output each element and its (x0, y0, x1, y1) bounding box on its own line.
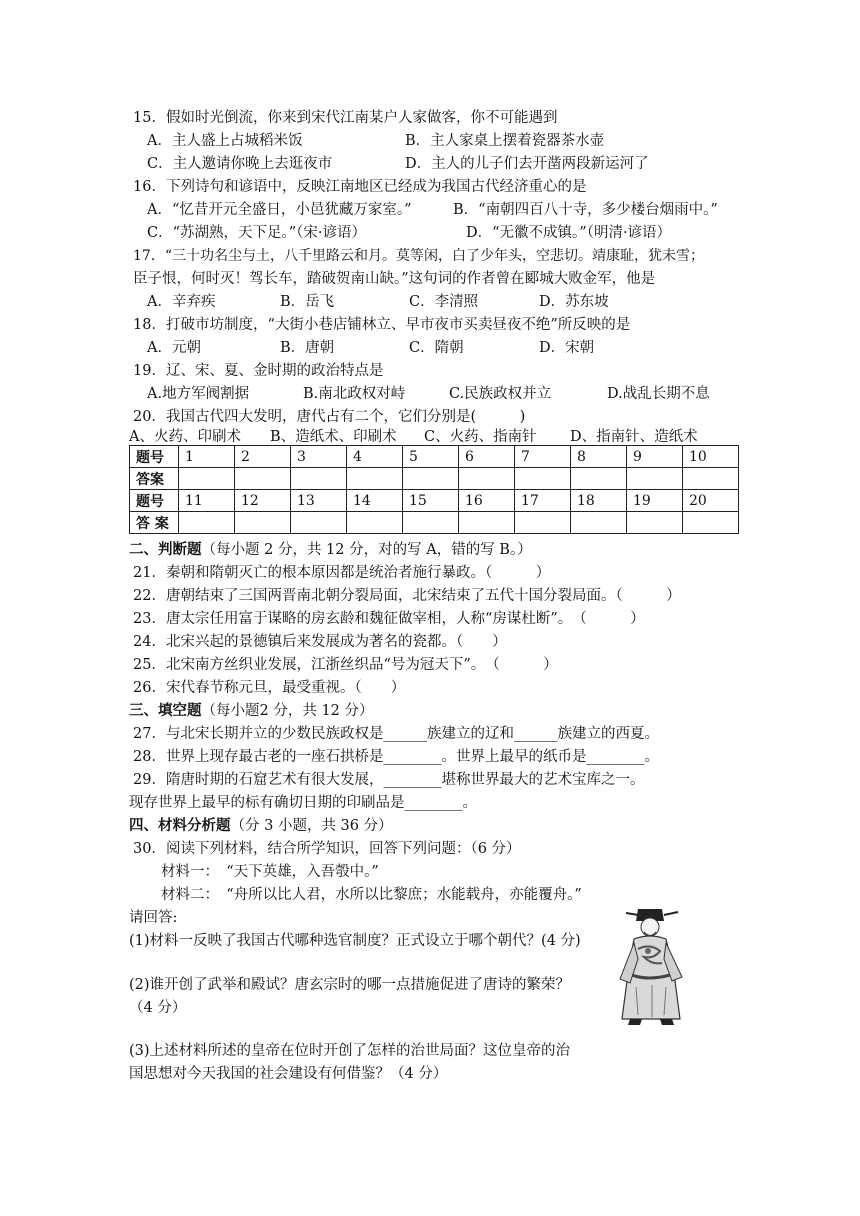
answer-table-cell[interactable] (683, 512, 739, 534)
section-2-note: （每小题 2 分，共 12 分，对的写 A，错的写 B。） (201, 542, 532, 558)
answer-table-cell: 1 (179, 446, 235, 468)
q18-option-b: B．唐朝 (280, 340, 335, 356)
q18-option-d: D．宋朝 (539, 340, 595, 356)
answer-table-cell[interactable] (515, 468, 571, 490)
answer-table-row (130, 468, 739, 490)
answer-table-cell: 9 (627, 446, 683, 468)
section-4-note: （分 3 小题，共 36 分） (230, 818, 393, 834)
answer-table-cell[interactable] (627, 468, 683, 490)
question-20: 20．我国古代四大发明，唐代占有二个，它们分别是( ) (133, 409, 526, 425)
answer-table-cell[interactable] (179, 512, 235, 534)
section-3-note: （每小题2 分，共 12 分） (201, 703, 374, 719)
answer-table-cell[interactable] (459, 468, 515, 490)
answer-table-cell[interactable] (235, 468, 291, 490)
answer-table-cell[interactable] (571, 468, 627, 490)
answer-table-cell: 20 (683, 490, 739, 512)
answer-table-cell: 14 (347, 490, 403, 512)
answer-table-row-header: 答案 (130, 468, 179, 490)
answer-table-cell: 17 (515, 490, 571, 512)
question-19: 19．辽、宋、夏、金时期的政治特点是 (133, 363, 384, 379)
answer-table-row-header: 题号 (130, 446, 179, 468)
q16-option-d: D．“无徽不成镇。”（明清·谚语） (466, 225, 672, 241)
question-25: 25．北宋南方丝织业发展，江浙丝织品“号为冠天下”。 （ ） (133, 657, 558, 673)
answer-table-cell: 12 (235, 490, 291, 512)
question-29: 29．隋唐时期的石窟艺术有很大发展，________堪称世界最大的艺术宝库之一。 (133, 772, 645, 788)
question-22: 22．唐朝结束了三国两晋南北朝分裂局面，北宋结束了五代十国分裂局面。（ ） (133, 588, 681, 604)
answer-table-cell: 13 (291, 490, 347, 512)
answer-table-cell: 19 (627, 490, 683, 512)
answer-table-cell[interactable] (347, 512, 403, 534)
question-24: 24．北宋兴起的景德镇后来发展成为著名的瓷都。（ ） (133, 634, 507, 650)
answer-table-cell[interactable] (179, 468, 235, 490)
answer-table-cell: 4 (347, 446, 403, 468)
question-30: 30．阅读下列材料，结合所学知识，回答下列问题：（6 分） (133, 841, 521, 857)
material-1: 材料一： “天下英雄，入吾彀中。” (161, 864, 379, 880)
section-2-title: 二、判断题 (129, 541, 202, 558)
answer-table-cell: 5 (403, 446, 459, 468)
answer-table-cell[interactable] (291, 512, 347, 534)
q15-option-b: B．主人家桌上摆着瓷器茶水壶 (405, 133, 605, 149)
q16-option-c: C．“苏湖熟，天下足。”（宋·谚语） (147, 225, 367, 241)
question-27: 27．与北宋长期并立的少数民族政权是______族建立的辽和______族建立的西夏。 (133, 726, 659, 742)
q17-option-b: B．岳飞 (280, 294, 335, 310)
answer-table-cell[interactable] (515, 512, 571, 534)
q18-option-c: C．隋朝 (409, 340, 464, 356)
answer-table-cell: 10 (683, 446, 739, 468)
q15-option-a: A．主人盛上占城稻米饭 (147, 133, 303, 149)
answer-table-cell[interactable] (627, 512, 683, 534)
q20-option-d: D、指南针、造纸术 (570, 429, 698, 445)
answer-table (129, 445, 739, 534)
sub-question-3-line2: 国思想对今天我国的社会建设有何借鉴？（4 分） (129, 1066, 448, 1082)
answer-table-cell: 8 (571, 446, 627, 468)
sub-question-2-line1: (2)谁开创了武举和殿试？唐玄宗时的哪一点措施促进了唐诗的繁荣？ (129, 977, 571, 993)
q17-option-a: A．辛弃疾 (147, 294, 216, 310)
answer-table-row (130, 512, 739, 534)
section-4-heading (129, 816, 393, 836)
q15-option-d: D．主人的儿子们去开凿两段新运河了 (405, 156, 649, 172)
sub-question-1: (1)材料一反映了我国古代哪种选官制度？正式设立于哪个朝代？(4 分) (129, 933, 581, 949)
question-28: 28．世界上现存最古老的一座石拱桥是________。世界上最早的纸币是________。 (133, 749, 659, 765)
answer-table-cell: 18 (571, 490, 627, 512)
q17-option-d: D．苏东坡 (539, 294, 609, 310)
q19-option-a: A.地方军阀割据 (147, 386, 250, 402)
answer-prompt: 请回答: (129, 910, 178, 926)
sub-question-2-line2: （4 分） (129, 1000, 187, 1016)
question-23: 23．唐太宗任用富于谋略的房玄龄和魏征做宰相，人称“房谋杜断”。 （ ） (133, 611, 645, 627)
q20-option-c: C、火药、指南针 (424, 429, 537, 445)
material-2: 材料二： “舟所以比人君，水所以比黎庶；水能载舟，亦能覆舟。” (161, 887, 582, 903)
q19-option-d: D.战乱长期不息 (607, 386, 710, 402)
answer-table-cell: 6 (459, 446, 515, 468)
answer-table-cell[interactable] (403, 468, 459, 490)
answer-table-cell[interactable] (235, 512, 291, 534)
answer-table-cell[interactable] (571, 512, 627, 534)
q20-option-a: A、火药、印刷术 (129, 429, 241, 445)
section-3-title: 三、填空题 (129, 702, 202, 719)
answer-table-row-header: 答 案 (130, 512, 179, 534)
answer-table-cell: 11 (179, 490, 235, 512)
sub-question-3-line1: (3)上述材料所述的皇帝在位时开创了怎样的治世局面？这位皇帝的治 (129, 1043, 571, 1059)
answer-table-cell[interactable] (459, 512, 515, 534)
answer-table-row (130, 446, 739, 468)
q17-option-c: C．李清照 (409, 294, 479, 310)
answer-table-cell: 3 (291, 446, 347, 468)
answer-table-cell[interactable] (291, 468, 347, 490)
q19-option-c: C.民族政权并立 (449, 386, 552, 402)
question-15: 15．假如时光倒流，你来到宋代江南某户人家做客，你不可能遇到 (133, 110, 558, 126)
q20-option-b: B、造纸术、印刷术 (270, 429, 397, 445)
answer-table-row (130, 490, 739, 512)
question-21: 21．秦朝和隋朝灭亡的根本原因都是统治者施行暴政。（ ） (133, 565, 551, 581)
q15-option-c: C．主人邀请你晚上去逛夜市 (147, 156, 333, 172)
answer-table-cell: 7 (515, 446, 571, 468)
answer-table-cell: 15 (403, 490, 459, 512)
question-16: 16．下列诗句和谚语中，反映江南地区已经成为我国古代经济重心的是 (133, 179, 587, 195)
question-29-continued: 现存世界上最早的标有确切日期的印刷品是________。 (129, 795, 477, 811)
q16-option-a: A．“忆昔开元全盛日，小邑犹藏万家室。” (147, 202, 412, 218)
question-26: 26．宋代春节称元旦，最受重视。（ ） (133, 680, 406, 696)
q18-option-a: A．元朝 (147, 340, 201, 356)
section-3-heading (129, 701, 374, 721)
question-18: 18．打破市坊制度，“大街小巷店铺林立、早市夜市买卖昼夜不绝”所反映的是 (133, 317, 631, 333)
q16-option-b: B．“南朝四百八十寺，多少楼台烟雨中。” (453, 202, 718, 218)
q19-option-b: B.南北政权对峙 (303, 386, 406, 402)
answer-table-row-header: 题号 (130, 490, 179, 512)
answer-table-cell: 16 (459, 490, 515, 512)
question-17-line1: 17．“三十功名尘与土，八千里路云和月。莫等闲，白了少年头，空悲切。靖康耻，犹未雪； (133, 248, 704, 264)
answer-table-cell[interactable] (403, 512, 459, 534)
section-2-heading (129, 540, 532, 560)
answer-table-cell[interactable] (347, 468, 403, 490)
question-17-line2: 臣子恨，何时灭！驾长车，踏破贺南山缺。”这句词的作者曾在郾城大败金军，他是 (133, 271, 656, 287)
emperor-portrait-image (608, 903, 694, 1031)
answer-table-cell: 2 (235, 446, 291, 468)
section-4-title: 四、材料分析题 (129, 817, 231, 834)
answer-table-cell[interactable] (683, 468, 739, 490)
